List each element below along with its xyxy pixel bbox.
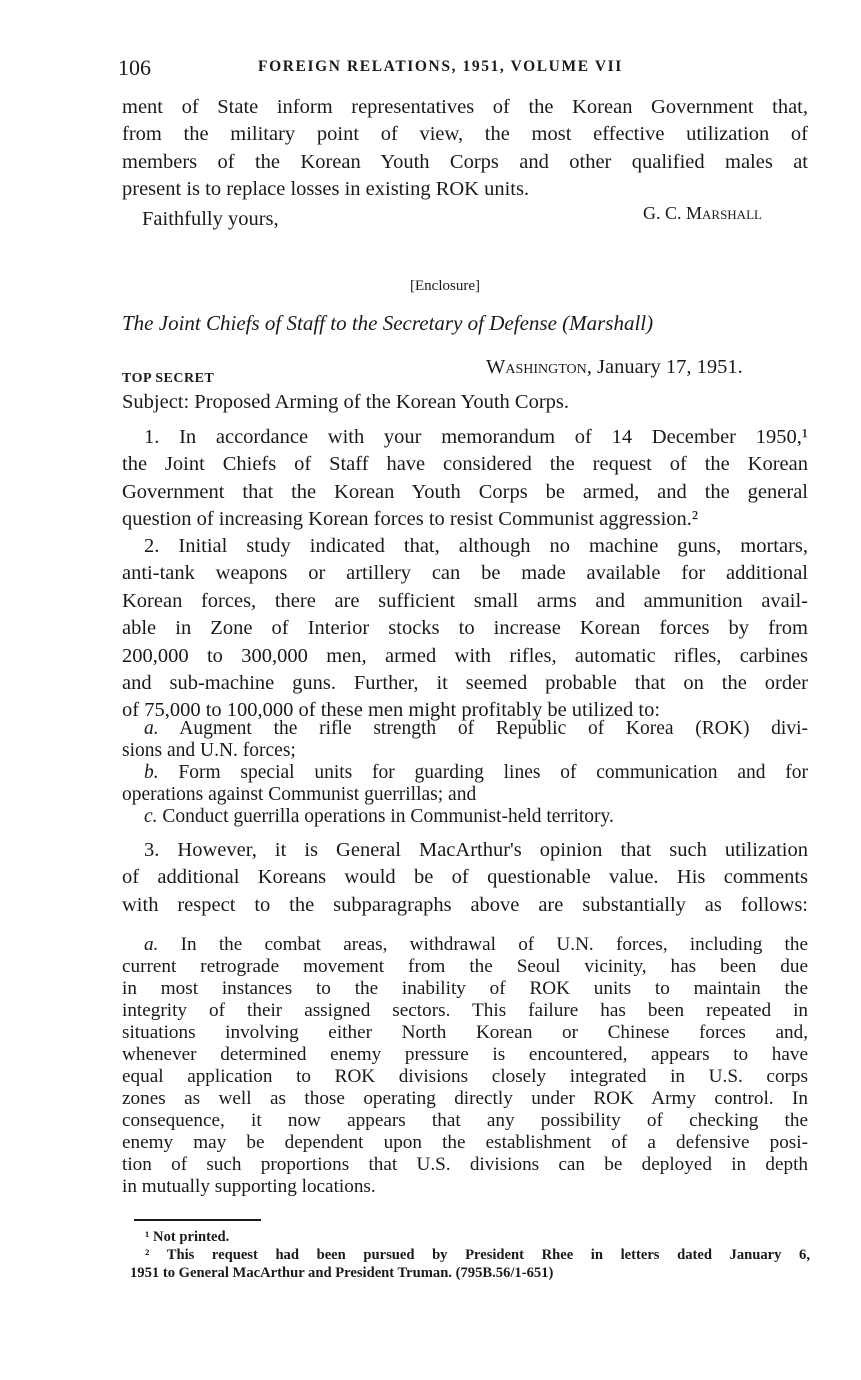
list-item-a <box>122 718 808 740</box>
text-line: enemy may be dependent upon the establishment of a defensive posi- <box>122 1132 808 1153</box>
text-line: 3. However, it is General MacArthur's opinion that such utilization <box>144 839 808 861</box>
text-line: of 75,000 to 100,000 of these men might profitably be utilized to: <box>122 699 661 722</box>
text-line: Government that the Korean Youth Corps be armed, and the general <box>122 480 808 503</box>
text-line: in mutually supporting locations. <box>122 1176 376 1197</box>
text-line: tion of such proportions that U.S. divisions can be deployed in depth <box>122 1154 808 1175</box>
list-marker: b. <box>144 762 159 783</box>
list-text: Conduct guerrilla operations in Communist-held territory. <box>162 806 614 827</box>
footnote-2: ² This request had been pursued by President Rhee in letters dated January 6, <box>145 1247 810 1263</box>
text-line: Korean forces, there are sufficient small arms and ammunition avail- <box>122 589 808 612</box>
text-line: anti-tank weapons or artillery can be made available for additional <box>122 562 808 585</box>
enclosure-title <box>122 311 653 336</box>
closing-salutation: Faithfully yours, <box>142 208 279 230</box>
dateline <box>486 356 743 379</box>
text-line: situations involving either North Korean or Chinese forces and, <box>122 1022 808 1043</box>
text-line: of additional Koreans would be of questionable value. His comments <box>122 866 808 889</box>
paragraph-1 <box>122 424 808 534</box>
list-text: Augment the rifle strength of Republic of Korea (ROK) divi- <box>179 718 808 739</box>
opening-paragraph <box>122 94 808 204</box>
enclosure-title-text: The Joint Chiefs of Staff to the Secretary of Defense (Marshall) <box>122 311 654 335</box>
running-title: FOREIGN RELATIONS, 1951, VOLUME VII <box>258 58 623 75</box>
text-line: with respect to the subparagraphs above are substantially as follows: <box>122 893 808 916</box>
text-line: in most instances to the inability of ROK units to maintain the <box>122 978 808 999</box>
page-number: 106 <box>118 55 151 80</box>
text-line: the Joint Chiefs of Staff have considered the request of the Korean <box>122 453 808 476</box>
quote-first-line <box>122 934 808 956</box>
quoted-subparagraph-a <box>122 934 808 1198</box>
footnote-1: ¹ Not printed. <box>145 1229 230 1245</box>
text-line: question of increasing Korean forces to resist Communist aggression.² <box>122 508 699 531</box>
text-line: integrity of their assigned sectors. This failure has been repeated in <box>122 1000 808 1021</box>
list-item-a-cont: sions and U.N. forces; <box>122 740 296 761</box>
text-line: whenever determined enemy pressure is encountered, appears to have <box>122 1044 808 1065</box>
text-line: 200,000 to 300,000 men, armed with rifles, automatic rifles, carbines <box>122 644 808 667</box>
paragraph-2 <box>122 533 808 725</box>
text-line: equal application to ROK divisions closely integrated in U.S. corps <box>122 1066 808 1087</box>
text-line: able in Zone of Interior stocks to increase Korean forces by from <box>122 617 808 640</box>
subject-line: Subject: Proposed Arming of the Korean Youth Corps. <box>122 391 569 413</box>
text-line: current retrograde movement from the Seoul vicinity, has been due <box>122 956 808 977</box>
footnote-2-cont: 1951 to General MacArthur and President Truman. (795B.56/1-651) <box>130 1265 554 1281</box>
enclosure-label: [Enclosure] <box>410 278 480 294</box>
text-line: members of the Korean Youth Corps and other qualified males at <box>122 150 808 173</box>
quote-text: In the combat areas, withdrawal of U.N. forces, including the <box>180 934 809 955</box>
list-item-c <box>122 806 808 828</box>
text-line: zones as well as those operating directly under ROK Army control. In <box>122 1088 808 1109</box>
list-marker: a. <box>144 934 159 955</box>
text-line: 1. In accordance with your memorandum of 14 December 1950,¹ <box>144 426 808 448</box>
paragraph-3 <box>122 837 808 919</box>
text-line: from the military point of view, the most effective utilization of <box>122 123 808 146</box>
signature: G. C. Marshall <box>643 203 762 223</box>
footnotes <box>130 1228 810 1282</box>
list-marker: c. <box>144 806 158 827</box>
text-line: 2. Initial study indicated that, although no machine guns, mortars, <box>144 535 808 557</box>
footnote-rule <box>134 1219 261 1221</box>
classification: TOP SECRET <box>122 371 215 386</box>
place: Washington, <box>486 356 592 378</box>
text-line: ment of State inform representatives of the Korean Government that, <box>122 96 808 118</box>
list-marker: a. <box>144 718 159 739</box>
list-item-b-cont: operations against Communist guerrillas; and <box>122 784 477 805</box>
text-line: consequence, it now appears that any possibility of checking the <box>122 1110 808 1131</box>
list-item-b <box>122 762 808 784</box>
text-line: present is to replace losses in existing ROK units. <box>122 178 530 201</box>
list-text: Form special units for guarding lines of communication and for <box>178 762 808 783</box>
text-line: and sub-machine guns. Further, it seemed probable that on the order <box>122 671 808 694</box>
date: January 17, 1951. <box>597 356 743 378</box>
list-subparagraphs <box>122 718 808 828</box>
